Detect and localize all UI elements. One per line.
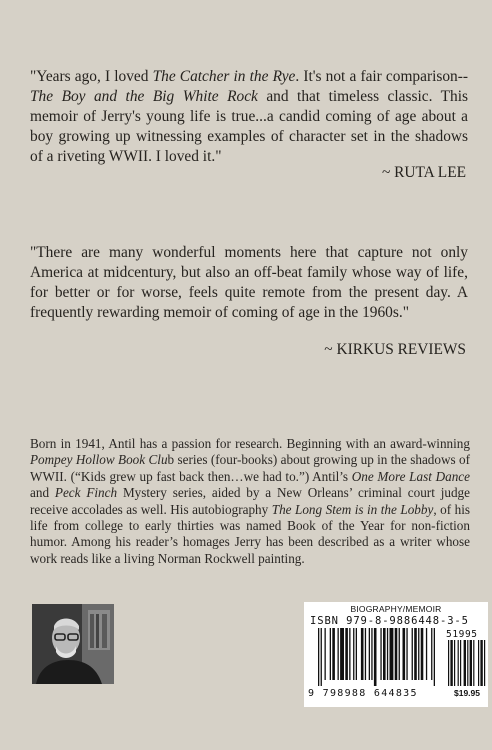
- book-title: One More Last Dance: [351, 468, 471, 484]
- ruta-lee-quote: [30, 67, 468, 167]
- ean-digits: 9 798988 644835: [308, 688, 418, 699]
- book-title: The Boy and the Big White Rock: [30, 88, 258, 105]
- isbn-barcode-block: [304, 602, 488, 707]
- bio-text: b series (four-books) about growing up in the shadows of WWII. (“Kids grew up fast back then…we had to.”) Antil’s: [30, 452, 470, 484]
- author-photo: [32, 604, 114, 684]
- bio-text: Mystery series, aided by a New Orleans’ criminal court judge receive accolades as well. His autobiography: [30, 485, 470, 517]
- book-title: The Long Stem is in the Lobby: [271, 501, 434, 517]
- quote-text: [30, 67, 468, 167]
- kirkus-quote: [30, 243, 468, 323]
- book-title: Peck Finch: [54, 485, 118, 501]
- author-bio: [30, 436, 470, 567]
- price-addon-number: 51995: [446, 629, 478, 640]
- price: $19.95: [454, 688, 480, 698]
- quote-text-part: and that timeless classic. This memoir of Jerry's young life is true...a candid coming of age about a boy growing up witnessing examples of character set in the shadows of a riveting WWII. I loved it.": [30, 88, 468, 165]
- barcode-category: BIOGRAPHY/MEMOIR: [350, 604, 442, 614]
- quote-text: "There are many wonderful moments here that capture not only America at midcentury, but also an off-beat family whose way of life, for better or for worse, feels quite remote from the present day. A frequently rewarding memoir of coming of age in the 1960s.": [30, 244, 468, 321]
- book-title: The Catcher in the Rye: [152, 68, 296, 85]
- quote-text-part: . It's not a fair comparison--: [295, 68, 468, 85]
- bio-text: Born in 1941, Antil has a passion for research. Beginning with an award-winning: [30, 436, 470, 451]
- bio-text: and: [30, 485, 55, 501]
- kirkus-attribution: ~ KIRKUS REVIEWS: [324, 341, 466, 358]
- barcode-bars: [310, 628, 486, 688]
- author-photo-image: [32, 604, 114, 684]
- bio-text: , of his life from college to early thirties was named Book of the Year for non-fiction humor. Among his reader’s homages Jerry has been described as a writer whose work reads like a living Norman Rockwell painting.: [30, 501, 470, 566]
- quote-text-part: "Years ago, I loved: [30, 68, 153, 85]
- isbn-number: ISBN 979-8-9886448-3-5: [310, 615, 469, 627]
- ruta-lee-attribution: ~ RUTA LEE: [381, 164, 466, 181]
- book-title: Pompey Hollow Book Clu: [30, 452, 168, 468]
